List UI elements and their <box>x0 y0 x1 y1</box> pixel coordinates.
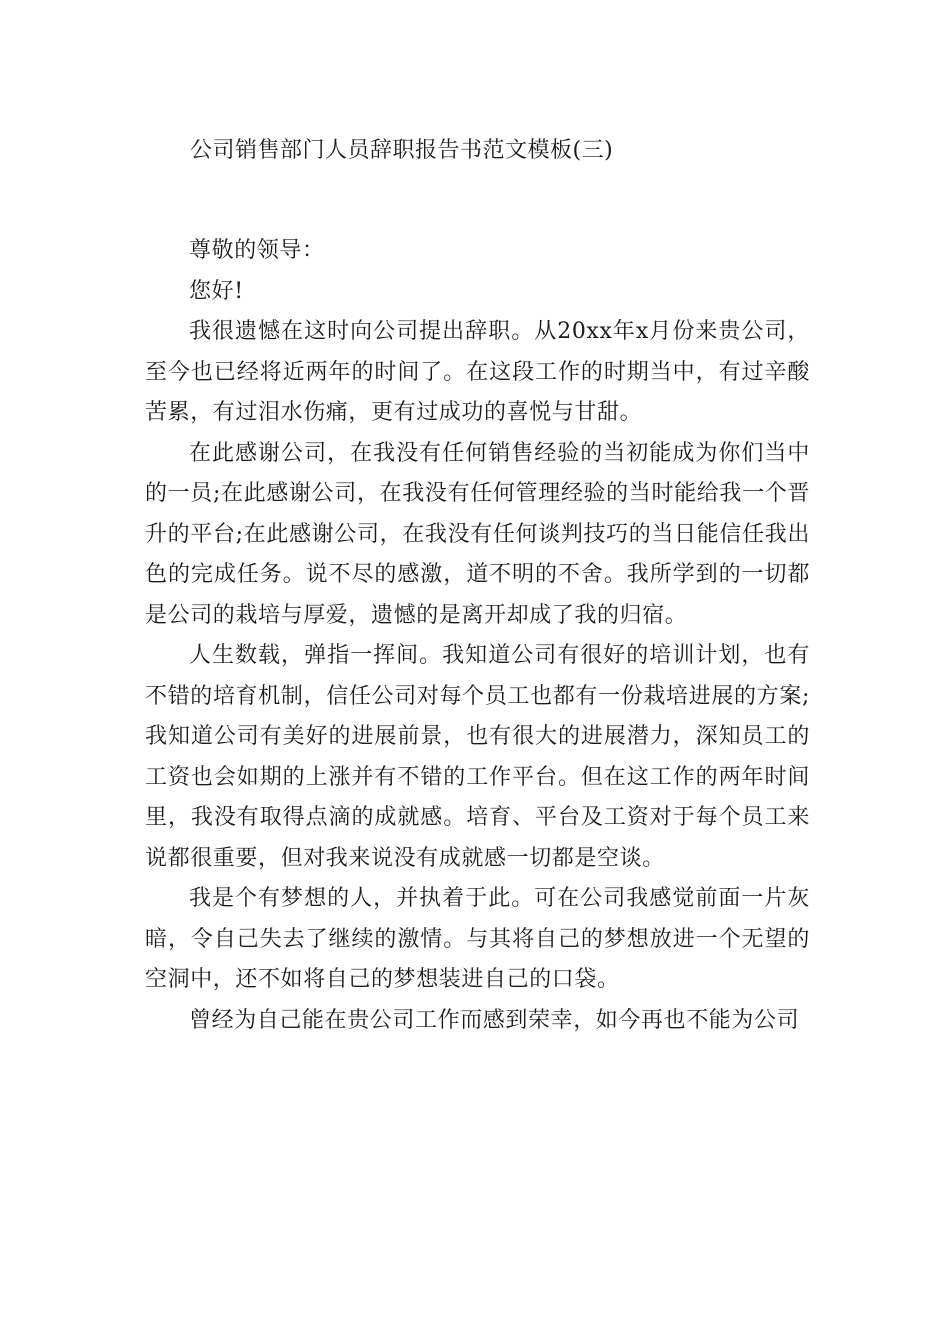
body-paragraph: 我很遗憾在这时向公司提出辞职。从20xx年x月份来贵公司，至今也已经将近两年的时间了。在这段工作的时期当中，有过辛酸苦累，有过泪水伤痛，更有过成功的喜悦与甘甜。 <box>145 319 810 425</box>
body-paragraph: 人生数载，弹指一挥间。我知道公司有很好的培训计划，也有不错的培育机制，信任公司对每个员工也都有一份栽培进展的方案;我知道公司有美好的进展前景，也有很大的进展潜力，深知员工的工资也会如期的上涨并有不错的工作平台。但在这工作的两年时间里，我没有取得点滴的成就感。培育、平台及工资对于每个员工来说都很重要，但对我来说没有成就感一切都是空谈。 <box>145 643 810 871</box>
salutation: 尊敬的领导： <box>189 238 325 263</box>
body-paragraph: 在此感谢公司，在我没有任何销售经验的当初能成为你们当中的一员;在此感谢公司，在我没有任何管理经验的当时能给我一个晋升的平台;在此感谢公司，在我没有任何谈判技巧的当日能信任我出色的完成任务。说不尽的感激，道不明的不舍。我所学到的一切都是公司的栽培与厚爱，遗憾的是离开却成了我的归宿。 <box>145 440 810 628</box>
document-body <box>145 231 810 1041</box>
document-title: 公司销售部门人员辞职报告书范文模板(三) <box>190 138 614 163</box>
greeting: 您好! <box>189 278 244 304</box>
body-paragraph: 我是个有梦想的人，并执着于此。可在公司我感觉前面一片灰暗，令自己失去了继续的激情。与其将自己的梦想放进一个无望的空洞中，还不如将自己的梦想装进自己的口袋。 <box>145 886 810 992</box>
body-paragraph: 曾经为自己能在贵公司工作而感到荣幸，如今再也不能为公司 <box>189 1007 800 1033</box>
